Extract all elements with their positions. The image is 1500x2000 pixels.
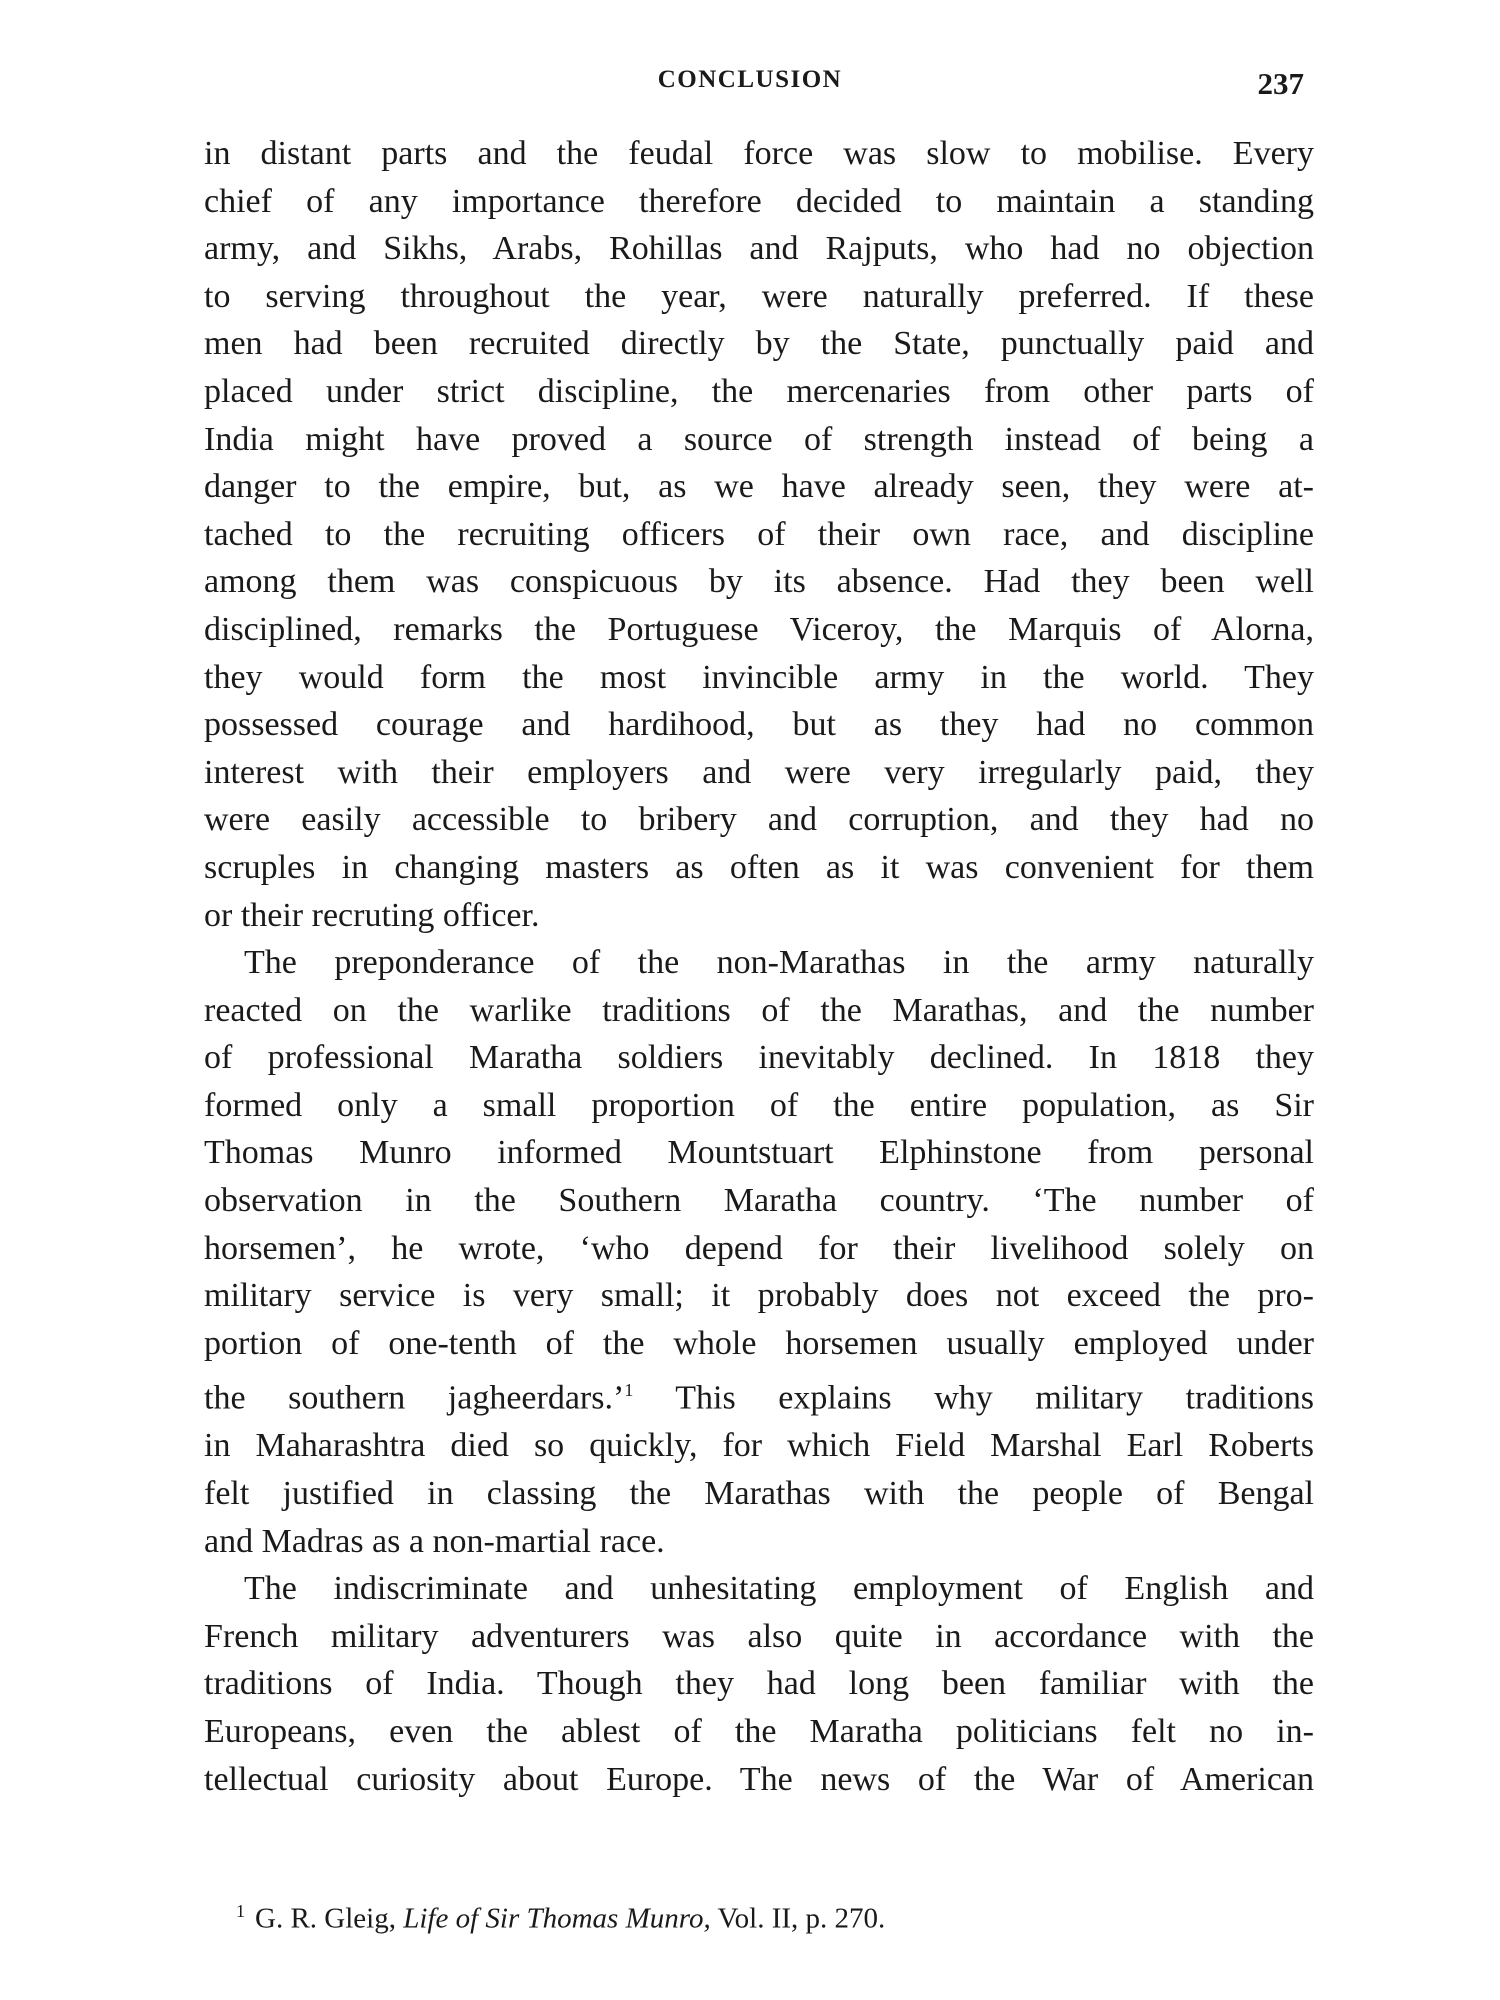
text-line: disciplined, remarks the Portuguese Viceroy, the Marquis of Alorna, — [204, 610, 1314, 648]
text-line: portion of one-tenth of the whole horsemen usually employed under — [204, 1324, 1314, 1362]
text-line: French military adventurers was also quite in accordance with the — [204, 1617, 1314, 1655]
text-line: tached to the recruiting officers of their own race, and discipline — [204, 515, 1314, 553]
text-line: among them was conspicuous by its absence. Had they been well — [204, 563, 1314, 601]
footnote-author: G. R. Gleig, — [255, 1902, 396, 1935]
text-line: in distant parts and the feudal force was slow to mobilise. Every — [204, 135, 1314, 172]
text-line: military service is very small; it probably does not exceed the pro- — [204, 1277, 1314, 1315]
text-line: The indiscriminate and unhesitating employment of English and — [244, 1570, 1314, 1608]
body-text — [204, 130, 1314, 1803]
text-line: formed only a small proportion of the entire population, as Sir — [204, 1086, 1314, 1124]
paragraph-3 — [204, 1565, 1314, 1803]
text-line: they would form the most invincible army in the world. They — [204, 658, 1314, 696]
text-line-with-footnote — [204, 1367, 1314, 1422]
text-line: in Maharashtra died so quickly, for which Field Marshal Earl Roberts — [204, 1427, 1314, 1465]
footnote-title: Life of Sir Thomas Munro, — [403, 1902, 711, 1935]
text-line: scruples in changing masters as often as it was convenient for them — [204, 848, 1314, 886]
text-line: and Madras as a non-martial race. — [204, 1522, 665, 1560]
footnote-mark: 1 — [236, 1901, 245, 1921]
text-line: interest with their employers and were very irregularly paid, they — [204, 753, 1314, 791]
text-line: to serving throughout the year, were naturally preferred. If these — [204, 277, 1314, 315]
text-segment: This explains why military traditions — [675, 1379, 1314, 1417]
text-line: army, and Sikhs, Arabs, Rohillas and Rajputs, who had no objection — [204, 230, 1314, 268]
text-line: possessed courage and hardihood, but as they had no common — [204, 706, 1314, 744]
text-line: were easily accessible to bribery and corruption, and they had no — [204, 801, 1314, 839]
text-line: or their recruting officer. — [204, 896, 540, 934]
text-line: Europeans, even the ablest of the Maratha politicians felt no in- — [204, 1712, 1314, 1750]
text-line: reacted on the warlike traditions of the Marathas, and the number — [204, 991, 1314, 1029]
chapter-title: CONCLUSION — [657, 66, 843, 93]
text-line: traditions of India. Though they had long been familiar with the — [204, 1665, 1314, 1703]
text-line: felt justified in classing the Marathas with the people of Bengal — [204, 1474, 1314, 1512]
text-line: observation in the Southern Maratha country. ‘The number of — [204, 1182, 1314, 1220]
text-line: The preponderance of the non-Marathas in the army naturally — [244, 944, 1314, 982]
footnote-rest: Vol. II, p. 270. — [717, 1902, 886, 1935]
text-line: tellectual curiosity about Europe. The news of the War of American — [204, 1760, 1314, 1798]
text-segment: the southern jagheerdars.’ — [204, 1379, 625, 1417]
text-line: horsemen’, he wrote, ‘who depend for their livelihood solely on — [204, 1229, 1314, 1267]
text-line: men had been recruited directly by the State, punctually paid and — [204, 325, 1314, 363]
text-line: danger to the empire, but, as we have already seen, they were at- — [204, 468, 1314, 506]
running-head — [0, 66, 1500, 106]
paragraph-1 — [204, 130, 1314, 939]
text-line: of professional Maratha soldiers inevitably declined. In 1818 they — [204, 1039, 1314, 1077]
page-number: 237 — [1257, 66, 1304, 101]
footnote — [236, 1893, 1286, 1937]
text-line: chief of any importance therefore decided to maintain a standing — [204, 182, 1314, 220]
paragraph-2 — [204, 939, 1314, 1565]
text-line: India might have proved a source of strength instead of being a — [204, 420, 1314, 458]
text-line: Thomas Munro informed Mountstuart Elphinstone from personal — [204, 1134, 1314, 1172]
footnote-ref[interactable]: 1 — [624, 1380, 634, 1401]
text-line: placed under strict discipline, the mercenaries from other parts of — [204, 372, 1314, 410]
